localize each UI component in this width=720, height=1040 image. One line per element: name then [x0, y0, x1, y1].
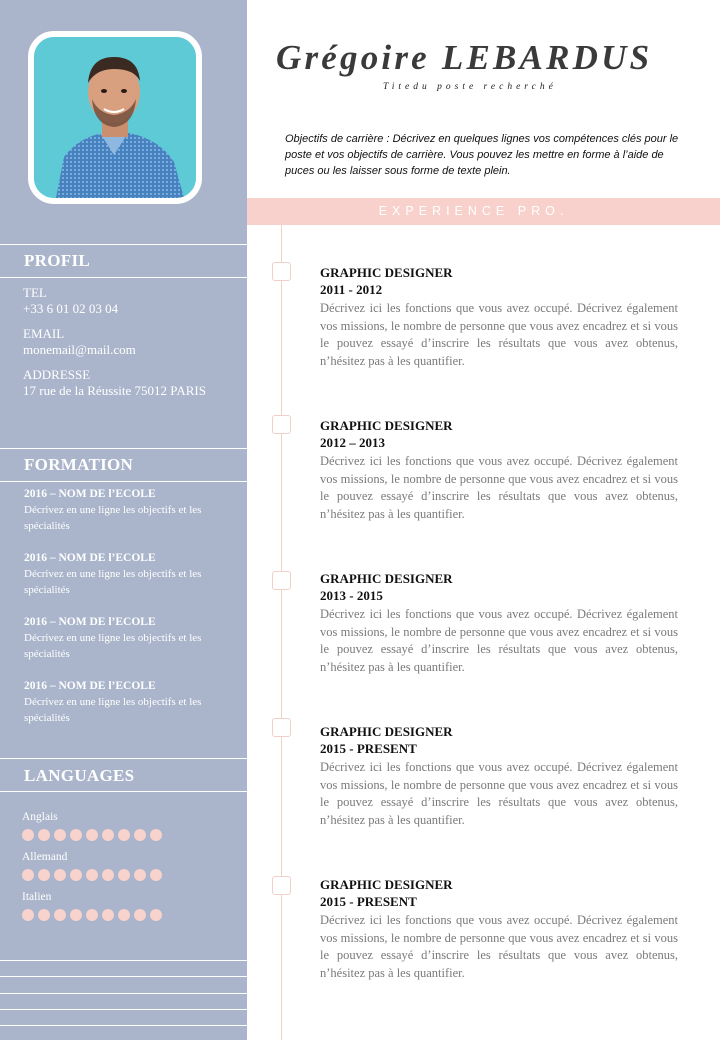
level-dot [86, 909, 98, 921]
level-dot [102, 829, 114, 841]
level-dot [118, 829, 130, 841]
formation-item-desc: Décrivez en une ligne les objectifs et les spécialités [24, 696, 202, 724]
level-dot [86, 829, 98, 841]
level-dot [54, 869, 66, 881]
divider [0, 448, 247, 449]
level-dot [102, 909, 114, 921]
experience-item [320, 417, 678, 523]
profil-block [23, 285, 243, 408]
level-dot [118, 909, 130, 921]
formation-item [24, 615, 234, 679]
divider [0, 1009, 247, 1010]
level-dot [54, 909, 66, 921]
level-dot [86, 869, 98, 881]
level-dot [150, 829, 162, 841]
language-name: Allemand [22, 851, 68, 863]
level-dot [22, 869, 34, 881]
experience-title: EXPERIENCE PRO. [247, 198, 720, 225]
level-dot [70, 869, 82, 881]
timeline-marker [272, 718, 291, 737]
formation-item-desc: Décrivez en une ligne les objectifs et les spécialités [24, 568, 202, 596]
formation-item [24, 551, 234, 615]
experience-title-text: GRAPHIC DESIGNER [320, 265, 453, 280]
experience-title-text: GRAPHIC DESIGNER [320, 571, 453, 586]
profile-photo-image [34, 37, 196, 198]
experience-desc: Décrivez ici les fonctions que vous avez occupé. Décrivez également vos missions, le nombre de personne que vous avez encadrez et si vous le pouvez essayé d’inscrire les résultats que vous avez obtenus, n’hésitez pas à les quantifier. [320, 760, 678, 827]
email-label: EMAIL [23, 326, 65, 341]
profil-title: PROFIL [24, 251, 91, 270]
divider [0, 960, 247, 961]
timeline-marker [272, 571, 291, 590]
formation-item [24, 679, 234, 743]
sidebar [0, 0, 247, 1040]
formation-item-desc: Décrivez en une ligne les objectifs et les spécialités [24, 504, 202, 532]
experience-item [320, 723, 678, 829]
level-dot [118, 869, 130, 881]
level-dot [134, 829, 146, 841]
experience-desc: Décrivez ici les fonctions que vous avez occupé. Décrivez également vos missions, le nombre de personne que vous avez encadrez et si vous le pouvez essayé d’inscrire les résultats que vous avez obtenus, n’hésitez pas à les quantifier. [320, 301, 678, 368]
level-dot [70, 909, 82, 921]
experience-item [320, 876, 678, 982]
experience-years: 2012 – 2013 [320, 435, 385, 450]
experience-years: 2013 - 2015 [320, 588, 383, 603]
timeline-marker [272, 415, 291, 434]
experience-desc: Décrivez ici les fonctions que vous avez occupé. Décrivez également vos missions, le nombre de personne que vous avez encadrez et si vous le pouvez essayé d’inscrire les résultats que vous avez obtenus, n’hésitez pas à les quantifier. [320, 454, 678, 521]
divider [0, 1025, 247, 1026]
divider [0, 758, 247, 759]
level-dot [22, 829, 34, 841]
career-objective: Objectifs de carrière : Décrivez en quelques lignes vos compétences clés pour le poste et vos objectifs de carrière. Vous pouvez les mettre en forme à l’aide de puces ou les laisser sous forme de texte plein. [285, 133, 679, 177]
formation-list [24, 487, 234, 743]
divider [0, 976, 247, 977]
level-dot [38, 869, 50, 881]
experience-years: 2011 - 2012 [320, 282, 383, 297]
formation-item-title: 2016 – NOM DE l’ECOLE [24, 552, 156, 564]
level-dot [70, 829, 82, 841]
formation-item-title: 2016 – NOM DE l’ECOLE [24, 680, 156, 692]
timeline-marker [272, 262, 291, 281]
experience-years: 2015 - PRESENT [320, 894, 417, 909]
tel-label: TEL [23, 285, 47, 300]
formation-item-title: 2016 – NOM DE l’ECOLE [24, 488, 156, 500]
formation-item [24, 487, 234, 551]
divider [0, 791, 247, 792]
level-dot [54, 829, 66, 841]
language-level [22, 826, 222, 850]
languages-title: LANGUAGES [24, 766, 135, 785]
formation-item-title: 2016 – NOM DE l’ECOLE [24, 616, 156, 628]
address-value: 17 rue de la Réussite 75012 PARIS [23, 383, 206, 398]
divider [0, 481, 247, 482]
timeline-line [281, 225, 282, 1040]
level-dot [38, 829, 50, 841]
level-dot [150, 909, 162, 921]
divider [0, 244, 247, 245]
level-dot [134, 869, 146, 881]
experience-title-text: GRAPHIC DESIGNER [320, 877, 453, 892]
profile-photo [28, 31, 202, 204]
address-label: ADDRESSE [23, 367, 91, 382]
experience-desc: Décrivez ici les fonctions que vous avez occupé. Décrivez également vos missions, le nombre de personne que vous avez encadrez et si vous le pouvez essayé d’inscrire les résultats que vous avez obtenus, n’hésitez pas à les quantifier. [320, 913, 678, 980]
experience-desc: Décrivez ici les fonctions que vous avez occupé. Décrivez également vos missions, le nombre de personne que vous avez encadrez et si vous le pouvez essayé d’inscrire les résultats que vous avez obtenus, n’hésitez pas à les quantifier. [320, 607, 678, 674]
level-dot [134, 909, 146, 921]
divider [0, 993, 247, 994]
language-name: Anglais [22, 811, 58, 823]
language-level [22, 906, 222, 930]
experience-item [320, 570, 678, 676]
formation-title: FORMATION [24, 455, 134, 474]
formation-item-desc: Décrivez en une ligne les objectifs et les spécialités [24, 632, 202, 660]
experience-title-text: GRAPHIC DESIGNER [320, 418, 453, 433]
divider [0, 277, 247, 278]
job-title: Titedu poste recherché [383, 82, 557, 92]
timeline-marker [272, 876, 291, 895]
languages-list [22, 810, 222, 930]
language-name: Italien [22, 891, 52, 903]
level-dot [102, 869, 114, 881]
experience-title-text: GRAPHIC DESIGNER [320, 724, 453, 739]
experience-years: 2015 - PRESENT [320, 741, 417, 756]
language-level [22, 866, 222, 890]
level-dot [150, 869, 162, 881]
email-value: monemail@mail.com [23, 342, 136, 357]
level-dot [38, 909, 50, 921]
candidate-name: Grégoire LEBARDUS [276, 38, 653, 77]
experience-item [320, 264, 678, 370]
level-dot [22, 909, 34, 921]
tel-value: +33 6 01 02 03 04 [23, 301, 119, 316]
